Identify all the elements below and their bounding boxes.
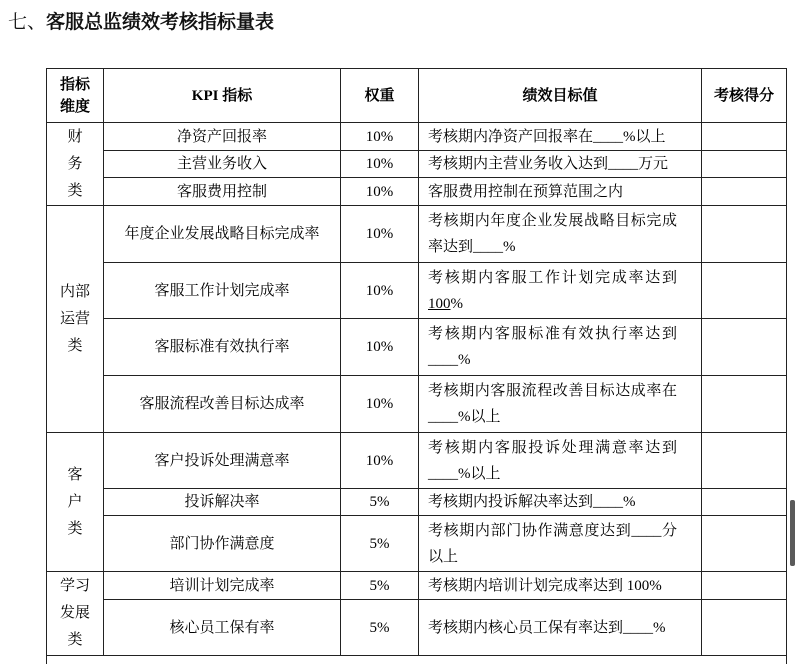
weight-cell: 10% bbox=[341, 206, 419, 263]
score-cell bbox=[702, 319, 787, 376]
table-header-row bbox=[47, 69, 787, 123]
target-cell bbox=[419, 600, 702, 656]
header-weight: 权重 bbox=[341, 69, 419, 123]
weight-cell: 10% bbox=[341, 178, 419, 206]
weight-cell: 10% bbox=[341, 376, 419, 433]
kpi-name-cell: 净资产回报率 bbox=[104, 123, 341, 151]
score-cell bbox=[702, 516, 787, 572]
target-cell bbox=[419, 572, 702, 600]
target-text: 客服费用控制在预算范围之内 bbox=[428, 183, 624, 200]
target-text: 考核期内客服投诉处理满意率达到____%以上 bbox=[428, 439, 677, 482]
target-cell bbox=[419, 489, 702, 516]
target-text: 考核期内客服流程改善目标达成率在____%以上 bbox=[428, 383, 677, 425]
table-row bbox=[47, 433, 787, 489]
section-heading bbox=[8, 10, 274, 34]
weight-cell: 5% bbox=[341, 516, 419, 572]
table-row bbox=[47, 489, 787, 516]
weight-cell: 10% bbox=[341, 151, 419, 178]
target-cell bbox=[419, 516, 702, 572]
weight-cell: 5% bbox=[341, 600, 419, 656]
section-title: 客服总监绩效考核指标量表 bbox=[46, 11, 275, 33]
target-cell bbox=[419, 123, 702, 151]
kpi-name-cell: 主营业务收入 bbox=[104, 151, 341, 178]
score-cell bbox=[702, 600, 787, 656]
summary-cell bbox=[47, 656, 787, 664]
target-cell bbox=[419, 433, 702, 489]
dimension-label: 内部运营类 bbox=[59, 283, 90, 354]
header-target: 绩效目标值 bbox=[419, 69, 702, 123]
target-text: 考核期内客服工作计划完成率达到 bbox=[428, 269, 677, 286]
dimension-cell-finance bbox=[47, 123, 104, 206]
kpi-name-cell: 部门协作满意度 bbox=[104, 516, 341, 572]
score-cell bbox=[702, 206, 787, 263]
target-text: 考核期内客服标准有效执行率达到____% bbox=[428, 326, 677, 368]
dimension-label: 客户类 bbox=[67, 466, 83, 537]
weight-cell: 10% bbox=[341, 123, 419, 151]
header-dimension bbox=[47, 69, 104, 123]
dimension-cell-internal-operations bbox=[47, 206, 104, 433]
weight-cell: 10% bbox=[341, 263, 419, 319]
table-row bbox=[47, 206, 787, 263]
score-cell bbox=[702, 151, 787, 178]
kpi-name-cell: 年度企业发展战略目标完成率 bbox=[104, 206, 341, 263]
target-cell bbox=[419, 319, 702, 376]
kpi-name-cell: 客户投诉处理满意率 bbox=[104, 433, 341, 489]
score-cell bbox=[702, 263, 787, 319]
dimension-cell-learning-development bbox=[47, 572, 104, 656]
target-text: 考核期内核心员工保有率达到____% bbox=[428, 619, 666, 636]
weight-cell: 5% bbox=[341, 489, 419, 516]
section-number: 七、 bbox=[8, 11, 47, 33]
kpi-name-cell: 核心员工保有率 bbox=[104, 600, 341, 656]
table-row bbox=[47, 123, 787, 151]
dimension-label: 财务类 bbox=[67, 128, 83, 199]
score-cell bbox=[702, 572, 787, 600]
table-row bbox=[47, 178, 787, 206]
table-row bbox=[47, 600, 787, 656]
weight-cell: 10% bbox=[341, 319, 419, 376]
target-text: 考核期内培训计划完成率达到 100% bbox=[428, 577, 662, 594]
dimension-cell-customer bbox=[47, 433, 104, 572]
kpi-appraisal-table bbox=[46, 68, 787, 664]
score-cell bbox=[702, 489, 787, 516]
target-text: 考核期内投诉解决率达到____% bbox=[428, 494, 636, 510]
target-text: 考核期内部门协作满意度达到____分以上 bbox=[428, 522, 677, 565]
weight-cell: 10% bbox=[341, 433, 419, 489]
score-cell bbox=[702, 123, 787, 151]
target-cell bbox=[419, 376, 702, 433]
header-dimension-label: 指标维度 bbox=[59, 76, 90, 115]
kpi-name-cell: 客服工作计划完成率 bbox=[104, 263, 341, 319]
scrollbar-thumb[interactable] bbox=[790, 500, 795, 566]
kpi-name-cell: 培训计划完成率 bbox=[104, 572, 341, 600]
table-row bbox=[47, 376, 787, 433]
target-cell bbox=[419, 151, 702, 178]
table-row bbox=[47, 319, 787, 376]
target-text: 考核期内净资产回报率在____%以上 bbox=[428, 128, 666, 145]
target-text: 考核期内年度企业发展战略目标完成率达到____% bbox=[428, 213, 677, 255]
table-row bbox=[47, 263, 787, 319]
target-underlined-value: 100 bbox=[428, 295, 451, 312]
score-cell bbox=[702, 178, 787, 206]
kpi-name-cell: 客服费用控制 bbox=[104, 178, 341, 206]
target-text-suffix: % bbox=[450, 295, 463, 312]
dimension-label: 学习发展类 bbox=[59, 578, 90, 648]
weight-cell: 5% bbox=[341, 572, 419, 600]
header-score: 考核得分 bbox=[702, 69, 787, 123]
score-cell bbox=[702, 376, 787, 433]
header-kpi: KPI 指标 bbox=[104, 69, 341, 123]
target-cell bbox=[419, 178, 702, 206]
score-cell bbox=[702, 433, 787, 489]
target-cell bbox=[419, 263, 702, 319]
table-row bbox=[47, 151, 787, 178]
table-row bbox=[47, 572, 787, 600]
table-row bbox=[47, 516, 787, 572]
kpi-name-cell: 客服标准有效执行率 bbox=[104, 319, 341, 376]
kpi-name-cell: 客服流程改善目标达成率 bbox=[104, 376, 341, 433]
kpi-name-cell: 投诉解决率 bbox=[104, 489, 341, 516]
target-cell bbox=[419, 206, 702, 263]
table-row-partial bbox=[47, 656, 787, 664]
target-text: 考核期内主营业务收入达到____万元 bbox=[428, 156, 669, 172]
